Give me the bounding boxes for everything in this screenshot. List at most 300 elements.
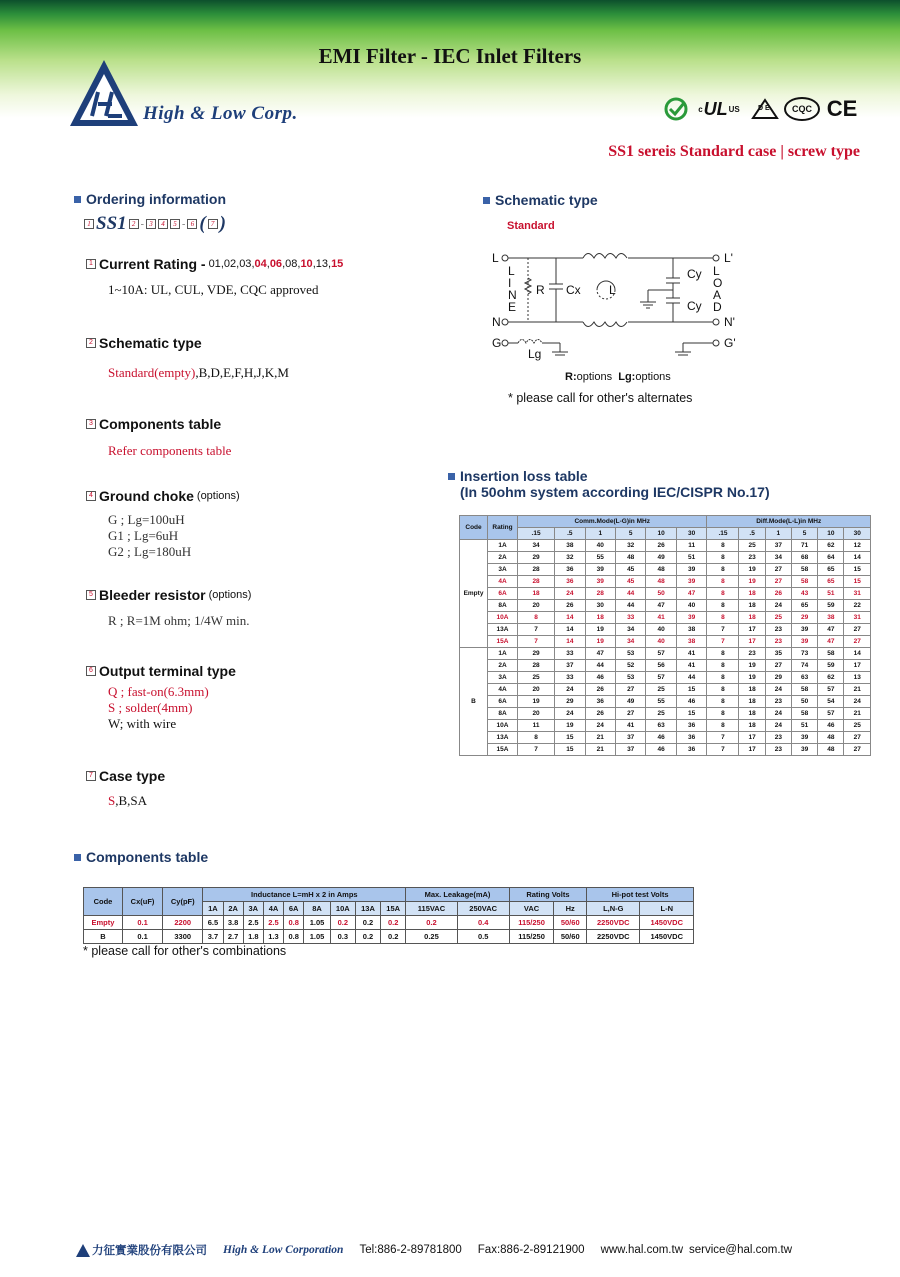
value-cell: 27	[765, 576, 791, 588]
value-cell: 58	[791, 564, 817, 576]
value-cell: 27	[615, 708, 645, 720]
value-cell: 27	[765, 564, 791, 576]
value-cell: 65	[818, 564, 844, 576]
value-cell: 44	[585, 660, 615, 672]
table-row	[460, 648, 871, 660]
freq-header: 1	[585, 528, 615, 540]
rating-cell: 1A	[488, 540, 518, 552]
value-cell: 39	[676, 612, 707, 624]
value-cell: 29	[518, 648, 555, 660]
value-cell: 28	[518, 660, 555, 672]
freq-header: 1	[765, 528, 791, 540]
value-cell: 0.4	[457, 916, 509, 930]
table-row	[460, 564, 871, 576]
insertion-loss-table: Code Rating Comm.Mode(L-G)in MHz Diff.Mode(L-L)in MHz .15 .5 1 5 10 30 .15 .5 1 5 10 30 Empty 1A 34 38 40 32 26 11 8 25 37 71 62 12 2A 29 32 55 48 49 51 8 23 34 68 64 14 3A 28 36 39 45 48 39 8 19 27 58 65 15 4A 28 36 39 45 48 39 8 19 27 58 65 15 6A 18 24 28 44 50 47 8 18 26 43 51 31 8A 20 26 30 44 47 40 8 18 24 65 59 22 10A 8 14 18 33 41 39 8 18 25 29 38 31 13A 7 14 19 34 40 38 7 17 23 39 47 27 15A 7 14 19 34 40 38 7 17 23 39 47 27 B 1A 29 33 47 53 57 41 8 23 35 73 58 14 2A 28 37 44 52 56 41 8 19 27 74 59 17 3A 25 33 46 53 57 44 8 19 29 63 62 13 4A 20 24 26 27 25 15 8 18 24 58 57 21 6A 19 29 36 49 55 46 8 18 23 50 54 24 8A 20 24 26 27 25 15 8 18 24 58 57 21 10A 11 19 24 41 63 36 8 18 24 51 46 25 13A 8 15 21 37 46 36 7 17 23 39 48 27 15A 7 15 21 37 46 36 7 17 23 39 48 27	[459, 515, 871, 756]
value-cell: 18	[739, 720, 765, 732]
value-cell: 24	[765, 684, 791, 696]
value-cell: 11	[518, 720, 555, 732]
value-cell: 36	[676, 744, 707, 756]
amp-header: 8A	[304, 902, 330, 916]
value-cell: 62	[818, 540, 844, 552]
rating-cell: 2A	[488, 552, 518, 564]
output-terminal-body: Q ; fast-on(6.3mm) S ; solder(4mm) W; with wire	[108, 684, 209, 731]
value-cell: 26	[765, 588, 791, 600]
value-cell: 33	[615, 612, 645, 624]
ground-choke-heading: 4 Ground choke (options)	[86, 488, 240, 504]
table-row	[460, 612, 871, 624]
value-cell: B	[84, 930, 123, 944]
value-cell: 40	[585, 540, 615, 552]
value-cell: 7	[707, 744, 739, 756]
value-cell: 8	[707, 540, 739, 552]
vde-mark-icon: D E	[750, 96, 780, 122]
svg-text:D: D	[713, 300, 722, 314]
value-cell: 2200	[163, 916, 203, 930]
freq-header: .5	[739, 528, 765, 540]
rating-cell: 4A	[488, 684, 518, 696]
value-cell: 7	[518, 744, 555, 756]
freq-header: 10	[818, 528, 844, 540]
value-cell: 58	[791, 708, 817, 720]
value-cell: 1.05	[304, 916, 330, 930]
rating-cell: 3A	[488, 564, 518, 576]
value-cell: 18	[518, 588, 555, 600]
value-cell: 51	[676, 552, 707, 564]
value-cell: 37	[555, 660, 585, 672]
value-cell: 57	[646, 672, 676, 684]
value-cell: 49	[646, 552, 676, 564]
value-cell: 36	[676, 720, 707, 732]
value-cell: 53	[615, 648, 645, 660]
value-cell: 58	[791, 684, 817, 696]
terminal-n: N	[492, 315, 501, 329]
value-cell: 34	[765, 552, 791, 564]
value-cell: 26	[585, 708, 615, 720]
svg-text:R: R	[536, 283, 545, 297]
value-cell: 49	[615, 696, 645, 708]
table-row	[460, 576, 871, 588]
value-cell: 27	[844, 636, 871, 648]
bleeder-resistor-body: R ; R=1M ohm; 1/4W min.	[108, 613, 250, 628]
value-cell: 39	[791, 624, 817, 636]
value-cell: 115/250	[509, 916, 554, 930]
value-cell: 24	[765, 720, 791, 732]
value-cell: 63	[791, 672, 817, 684]
value-cell: 0.1	[122, 930, 162, 944]
value-cell: 47	[818, 624, 844, 636]
value-cell: 24	[555, 708, 585, 720]
value-cell: 39	[676, 564, 707, 576]
value-cell: 29	[518, 552, 555, 564]
value-cell: 8	[707, 708, 739, 720]
value-cell: 25	[646, 708, 676, 720]
rating-cell: 15A	[488, 744, 518, 756]
value-cell: 57	[818, 708, 844, 720]
schematic-type-body: Standard(empty),B,D,E,F,H,J,K,M	[108, 365, 289, 380]
value-cell: 64	[818, 552, 844, 564]
value-cell: 31	[844, 612, 871, 624]
amp-header: 6A	[284, 902, 304, 916]
rating-cell: 10A	[488, 612, 518, 624]
value-cell: 17	[844, 660, 871, 672]
value-cell: 23	[765, 696, 791, 708]
value-cell: 19	[739, 660, 765, 672]
value-cell: 12	[844, 540, 871, 552]
value-cell: 21	[844, 684, 871, 696]
value-cell: 18	[739, 588, 765, 600]
rating-cell: 1A	[488, 648, 518, 660]
svg-text:Cy: Cy	[687, 267, 702, 281]
value-cell: 37	[765, 540, 791, 552]
value-cell: 11	[676, 540, 707, 552]
insertion-subheading: (In 50ohm system according IEC/CISPR No.17)	[460, 484, 770, 500]
value-cell: 0.3	[330, 930, 355, 944]
value-cell: 44	[615, 600, 645, 612]
value-cell: 19	[739, 672, 765, 684]
value-cell: 8	[707, 696, 739, 708]
value-cell: 14	[555, 624, 585, 636]
cqc-ok-icon	[664, 97, 690, 121]
value-cell: 24	[765, 600, 791, 612]
value-cell: 19	[739, 564, 765, 576]
value-cell: 48	[615, 552, 645, 564]
value-cell: 27	[844, 744, 871, 756]
terminal-n-out: N'	[724, 315, 735, 329]
table-row	[460, 720, 871, 732]
footer-company-cn: 力征實業股份有限公司	[92, 1245, 207, 1257]
footer-logo-icon	[76, 1244, 90, 1257]
value-cell: 21	[585, 732, 615, 744]
svg-text:Cy: Cy	[687, 299, 702, 313]
value-cell: 15	[555, 732, 585, 744]
sub-header: L-N	[640, 902, 694, 916]
value-cell: 24	[585, 720, 615, 732]
value-cell: 39	[676, 576, 707, 588]
schematic-label: Standard	[507, 220, 555, 232]
footer-tel: Tel:886-2-89781800	[359, 1244, 462, 1256]
value-cell: 41	[676, 660, 707, 672]
value-cell: 36	[585, 696, 615, 708]
value-cell: 17	[739, 636, 765, 648]
table-row	[460, 672, 871, 684]
value-cell: 17	[739, 744, 765, 756]
svg-text:Cx: Cx	[566, 283, 581, 297]
value-cell: 45	[615, 576, 645, 588]
schematic-options: R:options Lg:options	[565, 371, 671, 383]
value-cell: 38	[676, 624, 707, 636]
value-cell: 31	[844, 588, 871, 600]
value-cell: 26	[585, 684, 615, 696]
components-table: Code Cx(uF) Cy(pF) Inductance L=mH x 2 in Amps Max. Leakage(mA) Rating Volts Hi-pot test Volts 1A 2A 3A 4A 6A 8A 10A 13A 15A 115VAC 250VAC VAC Hz L,N-G L-N Empty 0.1 2200 6.5 3.8 2.5 2.5 0.8 1.05 0.2 0.2 0.2 0.2 0.4 115/250 50/60 2250VDC 1450VDC B 0.1 3300 3.7 2.7 1.8 1.3 0.8 1.05 0.3 0.2 0.2 0.25 0.5 115/250 50/60 2250VDC 1450VDC	[83, 887, 694, 944]
value-cell: 38	[676, 636, 707, 648]
value-cell: 18	[739, 600, 765, 612]
value-cell: 8	[707, 588, 739, 600]
value-cell: 18	[739, 684, 765, 696]
value-cell: 46	[646, 732, 676, 744]
value-cell: 23	[739, 552, 765, 564]
freq-header: 10	[646, 528, 676, 540]
svg-text:L: L	[508, 264, 515, 278]
value-cell: 41	[615, 720, 645, 732]
table-row	[460, 732, 871, 744]
value-cell: 33	[555, 648, 585, 660]
terminal-l-out: L'	[724, 251, 733, 265]
table-row	[460, 588, 871, 600]
value-cell: 1.3	[263, 930, 283, 944]
value-cell: 58	[818, 648, 844, 660]
value-cell: 44	[676, 672, 707, 684]
value-cell: 25	[739, 540, 765, 552]
value-cell: 2250VDC	[587, 916, 640, 930]
value-cell: 21	[585, 744, 615, 756]
value-cell: 1.8	[243, 930, 263, 944]
value-cell: 25	[844, 720, 871, 732]
rating-cell: 13A	[488, 732, 518, 744]
value-cell: 36	[555, 576, 585, 588]
freq-header: 30	[676, 528, 707, 540]
footer-fax: Fax:886-2-89121900	[477, 1244, 585, 1256]
table-row	[460, 552, 871, 564]
value-cell: 39	[791, 744, 817, 756]
value-cell: 47	[676, 588, 707, 600]
value-cell: 37	[615, 732, 645, 744]
value-cell: 28	[585, 588, 615, 600]
value-cell: 51	[791, 720, 817, 732]
value-cell: 39	[585, 564, 615, 576]
value-cell: 17	[739, 732, 765, 744]
value-cell: 0.2	[355, 916, 380, 930]
value-cell: 1450VDC	[640, 930, 694, 944]
table-row	[460, 696, 871, 708]
value-cell: 1.05	[304, 930, 330, 944]
value-cell: 18	[585, 612, 615, 624]
value-cell: 22	[844, 600, 871, 612]
value-cell: 15	[676, 684, 707, 696]
rating-cell: 10A	[488, 720, 518, 732]
freq-header: .15	[707, 528, 739, 540]
value-cell: 8	[518, 612, 555, 624]
value-cell: 25	[518, 672, 555, 684]
terminal-l: L	[492, 251, 499, 265]
value-cell: 52	[615, 660, 645, 672]
components-table-ref: Refer components table	[108, 443, 232, 458]
value-cell: 7	[518, 624, 555, 636]
value-cell: 8	[707, 612, 739, 624]
current-rating-heading: 1 Current Rating - 01,02,03,04,06,08,10,13,15	[86, 256, 343, 272]
value-cell: 27	[615, 684, 645, 696]
value-cell: 18	[739, 612, 765, 624]
value-cell: 15	[555, 744, 585, 756]
value-cell: 48	[818, 732, 844, 744]
value-cell: 34	[518, 540, 555, 552]
value-cell: 23	[765, 732, 791, 744]
rating-cell: 6A	[488, 696, 518, 708]
group-code: Empty	[460, 540, 488, 648]
bullet-square-icon	[448, 473, 455, 480]
value-cell: 8	[707, 648, 739, 660]
value-cell: 38	[818, 612, 844, 624]
value-cell: 18	[739, 708, 765, 720]
value-cell: 40	[676, 600, 707, 612]
value-cell: 29	[791, 612, 817, 624]
value-cell: 8	[707, 672, 739, 684]
components-table-heading: 3 Components table	[86, 416, 221, 432]
table-row	[460, 624, 871, 636]
value-cell: 2.5	[263, 916, 283, 930]
value-cell: 17	[739, 624, 765, 636]
value-cell: 33	[555, 672, 585, 684]
value-cell: 2.7	[223, 930, 243, 944]
table-row	[460, 636, 871, 648]
footer-company-en: High & Low Corporation	[223, 1244, 344, 1256]
value-cell: 8	[707, 576, 739, 588]
freq-header: 30	[844, 528, 871, 540]
value-cell: 46	[676, 696, 707, 708]
value-cell: 23	[765, 624, 791, 636]
value-cell: 65	[818, 576, 844, 588]
value-cell: 74	[791, 660, 817, 672]
value-cell: 3.8	[223, 916, 243, 930]
value-cell: 59	[818, 600, 844, 612]
svg-text:L: L	[609, 283, 616, 297]
sub-header: 250VAC	[457, 902, 509, 916]
value-cell: 54	[818, 696, 844, 708]
bullet-square-icon	[74, 196, 81, 203]
value-cell: 68	[791, 552, 817, 564]
terminal-g: G	[492, 336, 502, 350]
value-cell: 8	[707, 720, 739, 732]
cqc-mark-icon: CQC	[784, 97, 820, 121]
value-cell: Empty	[84, 916, 123, 930]
page-title: EMI Filter - IEC Inlet Filters	[318, 44, 582, 68]
footer	[76, 1242, 792, 1258]
value-cell: 32	[555, 552, 585, 564]
value-cell: 34	[615, 624, 645, 636]
table-row	[84, 930, 694, 944]
svg-text:E: E	[508, 300, 517, 314]
sub-header: VAC	[509, 902, 554, 916]
value-cell: 1450VDC	[640, 916, 694, 930]
value-cell: 45	[615, 564, 645, 576]
value-cell: 50/60	[554, 916, 587, 930]
value-cell: 14	[844, 552, 871, 564]
footer-email[interactable]: service@hal.com.tw	[689, 1244, 793, 1256]
sub-header: L,N-G	[587, 902, 640, 916]
company-name: High & Low Corp.	[143, 103, 298, 124]
value-cell: 55	[585, 552, 615, 564]
value-cell: 23	[739, 648, 765, 660]
rating-cell: 6A	[488, 588, 518, 600]
rating-cell: 8A	[488, 708, 518, 720]
value-cell: 27	[765, 660, 791, 672]
value-cell: 19	[739, 576, 765, 588]
rating-cell: 3A	[488, 672, 518, 684]
value-cell: 23	[765, 744, 791, 756]
bullet-square-icon	[74, 854, 81, 861]
value-cell: 8	[707, 684, 739, 696]
terminal-g-out: G'	[724, 336, 736, 350]
value-cell: 8	[518, 732, 555, 744]
value-cell: 0.2	[381, 916, 406, 930]
bleeder-resistor-heading: 5 Bleeder resistor (options)	[86, 587, 251, 603]
freq-header: .5	[555, 528, 585, 540]
value-cell: 30	[585, 600, 615, 612]
table-row	[460, 540, 871, 552]
value-cell: 32	[615, 540, 645, 552]
value-cell: 35	[765, 648, 791, 660]
value-cell: 0.1	[122, 916, 162, 930]
group-code: B	[460, 648, 488, 756]
sub-header: Hz	[554, 902, 587, 916]
value-cell: 29	[765, 672, 791, 684]
rating-cell: 8A	[488, 600, 518, 612]
value-cell: 13	[844, 672, 871, 684]
sub-header: 115VAC	[406, 902, 457, 916]
value-cell: 3.7	[203, 930, 223, 944]
value-cell: 0.5	[457, 930, 509, 944]
value-cell: 27	[844, 624, 871, 636]
value-cell: 14	[555, 612, 585, 624]
value-cell: 15	[844, 576, 871, 588]
insertion-heading: Insertion loss table	[448, 468, 588, 484]
amp-header: 2A	[223, 902, 243, 916]
value-cell: 19	[518, 696, 555, 708]
value-cell: 0.8	[284, 930, 304, 944]
value-cell: 57	[818, 684, 844, 696]
svg-text:I: I	[508, 276, 512, 290]
value-cell: 46	[818, 720, 844, 732]
value-cell: 34	[615, 636, 645, 648]
value-cell: 15	[844, 564, 871, 576]
current-rating-body: 1~10A: UL, CUL, VDE, CQC approved	[108, 282, 319, 297]
value-cell: 0.2	[330, 916, 355, 930]
footer-web[interactable]: www.hal.com.tw	[600, 1244, 683, 1256]
value-cell: 46	[646, 744, 676, 756]
value-cell: 28	[518, 564, 555, 576]
value-cell: 23	[765, 636, 791, 648]
value-cell: 48	[646, 564, 676, 576]
freq-header: 5	[615, 528, 645, 540]
amp-header: 10A	[330, 902, 355, 916]
value-cell: 24	[555, 588, 585, 600]
value-cell: 73	[791, 648, 817, 660]
value-cell: 39	[791, 636, 817, 648]
table-row	[460, 684, 871, 696]
value-cell: 26	[646, 540, 676, 552]
value-cell: 50	[646, 588, 676, 600]
value-cell: 25	[646, 684, 676, 696]
ul-mark-icon: c UL US	[698, 98, 740, 119]
value-cell: 7	[707, 732, 739, 744]
svg-text:O: O	[713, 276, 723, 290]
value-cell: 65	[791, 600, 817, 612]
value-cell: 24	[555, 684, 585, 696]
value-cell: 40	[646, 624, 676, 636]
value-cell: 8	[707, 564, 739, 576]
value-cell: 39	[585, 576, 615, 588]
amp-header: 4A	[263, 902, 283, 916]
value-cell: 18	[739, 696, 765, 708]
svg-text:Lg: Lg	[528, 347, 542, 361]
value-cell: 29	[555, 696, 585, 708]
components-note: * please call for other's combinations	[83, 944, 287, 958]
value-cell: 20	[518, 684, 555, 696]
value-cell: 0.8	[284, 916, 304, 930]
value-cell: 59	[818, 660, 844, 672]
value-cell: 47	[818, 636, 844, 648]
ordering-code: 1 SS1 2 - 3 4 5 - 6 ( 7 )	[84, 213, 226, 235]
value-cell: 26	[555, 600, 585, 612]
